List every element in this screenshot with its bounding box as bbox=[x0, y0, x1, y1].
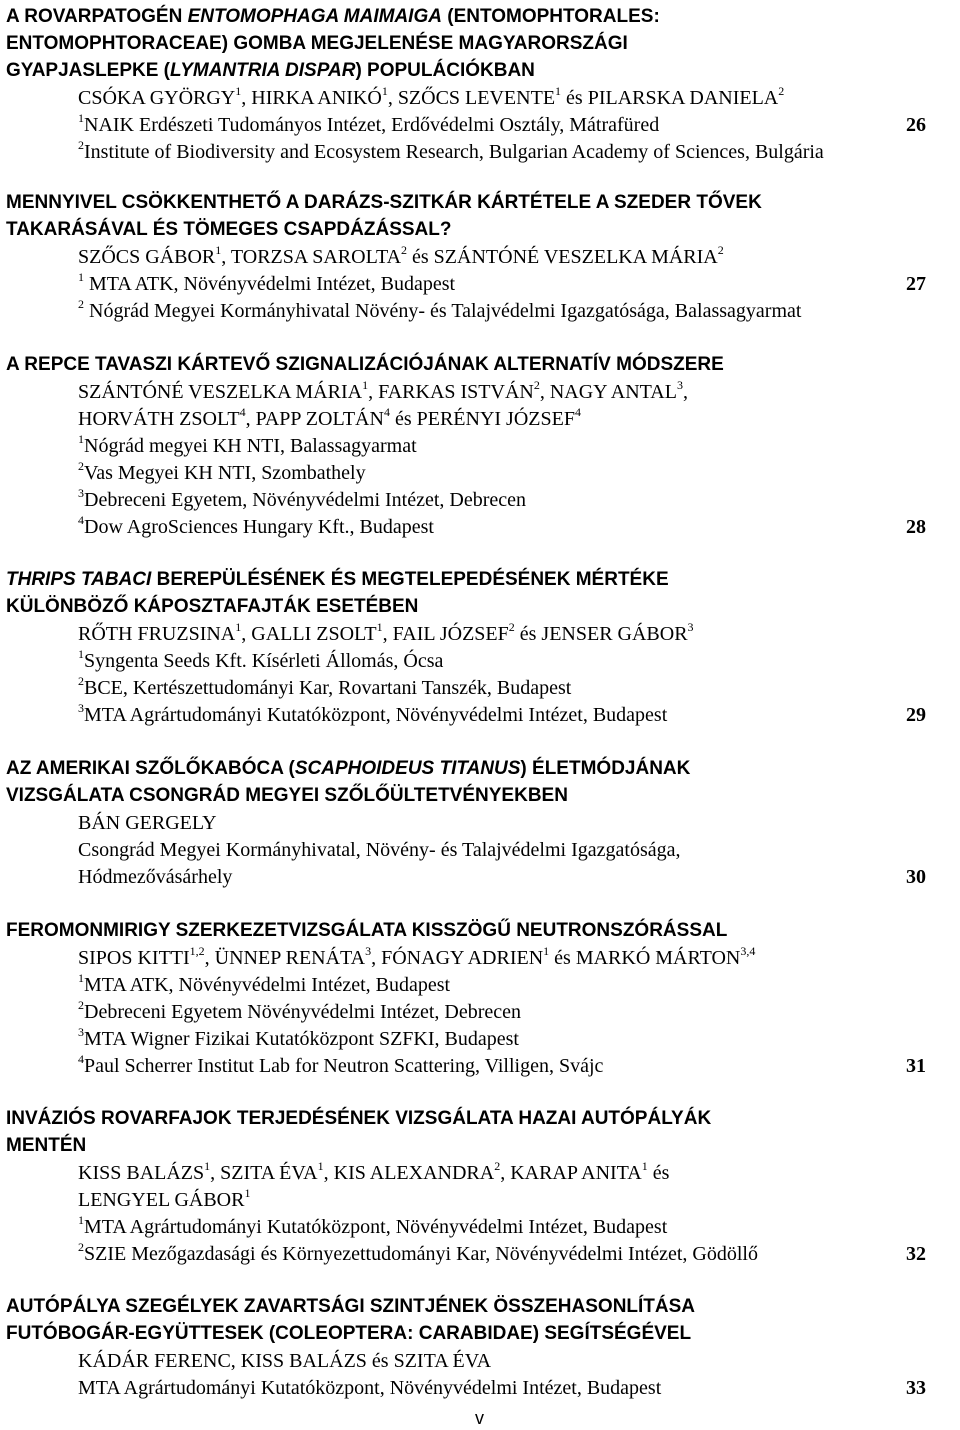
entry-title-line: A REPCE TAVASZI KÁRTEVŐ SZIGNALIZÁCIÓJÁNAK ALTERNATÍV MÓDSZERE bbox=[6, 354, 724, 375]
entry-affiliation-line: $^1$NAIK Erdészeti Tudományos Intézet, Erdővédelmi Osztály, Mátrafüred bbox=[78, 111, 660, 136]
entry-page-number: 27 bbox=[906, 273, 926, 295]
entry-authors-line: KISS BALÁZS$^1$, SZITA ÉVA$^1$, KIS ALEXANDRA$^2$, KARAP ANITA$^1$ és bbox=[78, 1159, 670, 1184]
entry-authors-line: BÁN GERGELY bbox=[78, 812, 217, 834]
entry-title-line: AZ AMERIKAI SZŐLŐKABÓCA (SCAPHOIDEUS TITANUS) ÉLETMÓDJÁNAK bbox=[6, 758, 691, 779]
entry-authors-line: RŐTH FRUZSINA$^1$, GALLI ZSOLT$^1$, FAIL JÓZSEF$^2$ és JENSER GÁBOR$^3$ bbox=[78, 620, 694, 645]
entry-page-number: 32 bbox=[906, 1243, 926, 1265]
entry-affiliation-line: $^2$ Nógrád Megyei Kormányhivatal Növény- és Talajvédelmi Igazgatósága, Balassagyarmat bbox=[78, 297, 802, 322]
entry-page-number: 26 bbox=[906, 114, 926, 136]
entry-title-line: GYAPJASLEPKE (LYMANTRIA DISPAR) POPULÁCIÓKBAN bbox=[6, 60, 535, 81]
entry-affiliation-line: $^1$ MTA ATK, Növényvédelmi Intézet, Budapest bbox=[78, 270, 456, 295]
entry-title-line: TAKARÁSÁVAL ÉS TÖMEGES CSAPDÁZÁSSAL? bbox=[6, 219, 452, 240]
entry-affiliation-line: Hódmezővásárhely bbox=[78, 866, 233, 888]
entry-affiliation-line: $^3$MTA Agrártudományi Kutatóközpont, Növényvédelmi Intézet, Budapest bbox=[78, 701, 668, 726]
entry-authors-line: KÁDÁR FERENC, KISS BALÁZS és SZITA ÉVA bbox=[78, 1350, 492, 1372]
entry-authors-line: CSÓKA GYÖRGY$^1$, HIRKA ANIKÓ$^1$, SZŐCS LEVENTE$^1$ és PILARSKA DANIELA$^2$ bbox=[78, 84, 785, 109]
entry-authors-line: SZŐCS GÁBOR$^1$, TORZSA SAROLTA$^2$ és SZÁNTÓNÉ VESZELKA MÁRIA$^2$ bbox=[78, 243, 724, 268]
entry-title-line: KÜLÖNBÖZŐ KÁPOSZTAFAJTÁK ESETÉBEN bbox=[6, 596, 419, 617]
entry-title-line: MENTÉN bbox=[6, 1135, 87, 1156]
entry-authors-line: SZÁNTÓNÉ VESZELKA MÁRIA$^1$, FARKAS ISTVÁN$^2$, NAGY ANTAL$^3$, bbox=[78, 378, 688, 403]
entry-page-number: 30 bbox=[906, 866, 926, 888]
entry-affiliation-line: $^3$MTA Wigner Fizikai Kutatóközpont SZFKI, Budapest bbox=[78, 1025, 519, 1050]
entry-affiliation-line: $^2$Vas Megyei KH NTI, Szombathely bbox=[78, 459, 366, 484]
entry-affiliation-line: $^1$MTA Agrártudományi Kutatóközpont, Növényvédelmi Intézet, Budapest bbox=[78, 1213, 668, 1238]
entry-authors-line: LENGYEL GÁBOR$^1$ bbox=[78, 1186, 251, 1211]
entry-affiliation-line: $^2$BCE, Kertészettudományi Kar, Rovartani Tanszék, Budapest bbox=[78, 674, 572, 699]
entry-page-number: 33 bbox=[906, 1377, 926, 1399]
entry-page-number: 28 bbox=[906, 516, 926, 538]
entry-title-line: ENTOMOPHTORACEAE) GOMBA MEGJELENÉSE MAGYARORSZÁGI bbox=[6, 33, 628, 54]
entry-affiliation-line: $^2$Institute of Biodiversity and Ecosystem Research, Bulgarian Academy of Sciences, Bulgária bbox=[78, 138, 824, 163]
entry-title-line: FEROMONMIRIGY SZERKEZETVIZSGÁLATA KISSZÖGŰ NEUTRONSZÓRÁSSAL bbox=[6, 920, 728, 941]
entry-title-line: MENNYIVEL CSÖKKENTHETŐ A DARÁZS-SZITKÁR KÁRTÉTELE A SZEDER TŐVEK bbox=[6, 192, 762, 213]
entry-title-line: FUTÓBOGÁR-EGYÜTTESEK (COLEOPTERA: CARABIDAE) SEGÍTSÉGÉVEL bbox=[6, 1323, 692, 1344]
entry-page-number: 31 bbox=[906, 1055, 926, 1077]
entry-affiliation-line: $^2$SZIE Mezőgazdasági és Környezettudományi Kar, Növényvédelmi Intézet, Gödöllő bbox=[78, 1240, 758, 1265]
entry-affiliation-line: $^1$MTA ATK, Növényvédelmi Intézet, Budapest bbox=[78, 971, 451, 996]
entry-affiliation-line: $^2$Debreceni Egyetem Növényvédelmi Intézet, Debrecen bbox=[78, 998, 522, 1023]
entry-page-number: 29 bbox=[906, 704, 926, 726]
entry-affiliation-line: MTA Agrártudományi Kutatóközpont, Növényvédelmi Intézet, Budapest bbox=[78, 1377, 662, 1399]
entry-title-line: INVÁZIÓS ROVARFAJOK TERJEDÉSÉNEK VIZSGÁLATA HAZAI AUTÓPÁLYÁK bbox=[6, 1108, 712, 1129]
entry-title-line: VIZSGÁLATA CSONGRÁD MEGYEI SZŐLŐÜLTETVÉNYEKBEN bbox=[6, 785, 568, 806]
page-footer-number: v bbox=[475, 1408, 484, 1428]
entry-affiliation-line: $^4$Dow AgroSciences Hungary Kft., Budapest bbox=[78, 513, 434, 538]
entry-affiliation-line: $^1$Syngenta Seeds Kft. Kísérleti Állomás, Ócsa bbox=[78, 647, 444, 672]
entry-authors-line: HORVÁTH ZSOLT$^4$, PAPP ZOLTÁN$^4$ és PERÉNYI JÓZSEF$^4$ bbox=[78, 405, 581, 430]
entry-affiliation-line: $^3$Debreceni Egyetem, Növényvédelmi Intézet, Debrecen bbox=[78, 486, 527, 511]
entry-title-line: AUTÓPÁLYA SZEGÉLYEK ZAVARTSÁGI SZINTJÉNEK ÖSSZEHASONLÍTÁSA bbox=[6, 1296, 696, 1317]
entry-affiliation-line: Csongrád Megyei Kormányhivatal, Növény- és Talajvédelmi Igazgatósága, bbox=[78, 839, 681, 861]
entry-affiliation-line: $^1$Nógrád megyei KH NTI, Balassagyarmat bbox=[78, 432, 417, 457]
entry-authors-line: SIPOS KITTI$^{1,2}$, ÜNNEP RENÁTA$^3$, FÓNAGY ADRIEN$^1$ és MARKÓ MÁRTON$^{3,4}$ bbox=[78, 944, 756, 969]
entry-title-line: THRIPS TABACI BEREPÜLÉSÉNEK ÉS MEGTELEPEDÉSÉNEK MÉRTÉKE bbox=[6, 569, 669, 590]
entry-title-line: A ROVARPATOGÉN ENTOMOPHAGA MAIMAIGA (ENTOMOPHTORALES: bbox=[6, 6, 660, 27]
entry-affiliation-line: $^4$Paul Scherrer Institut Lab for Neutron Scattering, Villigen, Svájc bbox=[78, 1052, 604, 1077]
